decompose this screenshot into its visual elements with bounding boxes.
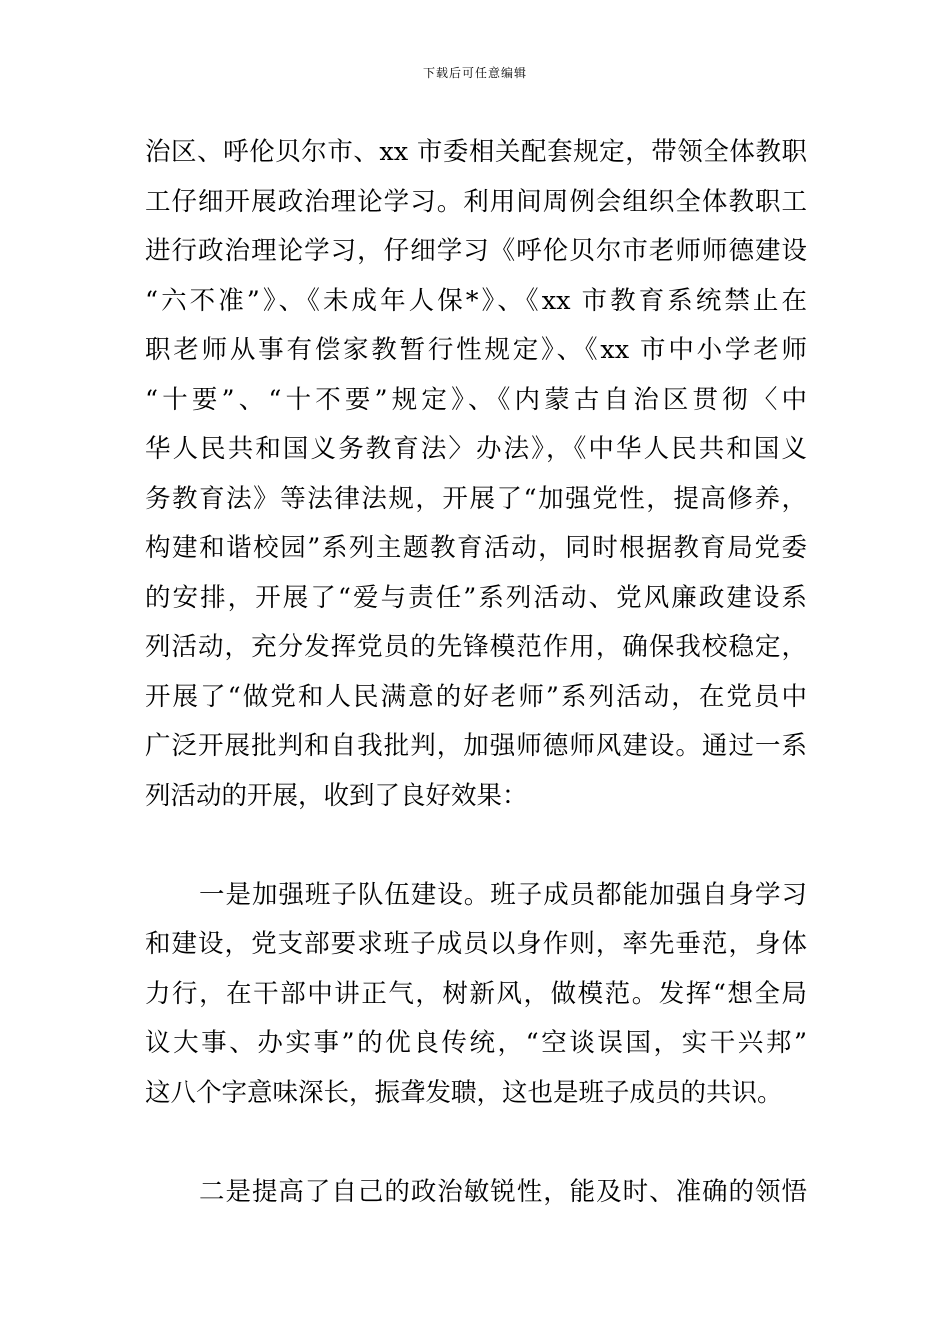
text-line: 务教育法》等法律法规，开展了“加强党性，提高修养， (145, 483, 807, 514)
text-line: 进行政治理论学习，仔细学习《呼伦贝尔市老师师德建设 (145, 236, 807, 266)
text-line: “六不准”》、《未成年人保*》、《xx 市教育系统禁止在 (145, 285, 807, 316)
text-line: 议大事、办实事”的优良传统，“空谈误国，实干兴邦” (145, 1028, 807, 1058)
text-line: “十要”、“十不要”规定》、《内蒙古自治区贯彻〈中 (145, 384, 807, 415)
paragraph-gap (145, 821, 807, 871)
paragraph-2 (145, 871, 807, 1119)
text-line: 力行，在干部中讲正气，树新风，做模范。发挥“想全局 (145, 978, 807, 1009)
paragraph-3 (145, 1168, 807, 1218)
text-line: 这八个字意味深长，振聋发聩，这也是班子成员的共识。 (145, 1077, 783, 1108)
text-line: 华人民共和国义务教育法〉办法》，《中华人民共和国义 (145, 434, 807, 464)
text-line: 职老师从事有偿家教暂行性规定》、《xx 市中小学老师 (145, 335, 807, 365)
text-line: 和建设，党支部要求班子成员以身作则，率先垂范，身体 (145, 929, 807, 959)
text-line: 治区、呼伦贝尔市、xx 市委相关配套规定，带领全体教职 (145, 137, 807, 167)
text-line: 的安排，开展了“爱与责任”系列活动、党风廉政建设系 (145, 582, 807, 613)
text-line: 开展了“做党和人民满意的好老师”系列活动，在党员中 (145, 681, 807, 712)
text-line: 广泛开展批判和自我批判，加强师德师风建设。通过一系 (145, 731, 807, 761)
text-line: 一是加强班子队伍建设。班子成员都能加强自身学习 (199, 879, 807, 910)
page-header: 下载后可任意编辑 (422, 66, 527, 80)
text-line: 构建和谐校园”系列主题教育活动，同时根据教育局党委 (145, 533, 807, 563)
text-line: 列活动的开展，收到了良好效果： (145, 780, 528, 811)
text-line: 二是提高了自己的政治敏锐性，能及时、准确的领悟 (199, 1176, 807, 1207)
paragraph-gap (145, 1118, 807, 1168)
paragraph-1 (145, 128, 807, 821)
text-line: 列活动，充分发挥党员的先锋模范作用，确保我校稳定， (145, 632, 807, 662)
text-line: 工仔细开展政治理论学习。利用间周例会组织全体教职工 (145, 186, 807, 217)
document-body (145, 128, 807, 1217)
